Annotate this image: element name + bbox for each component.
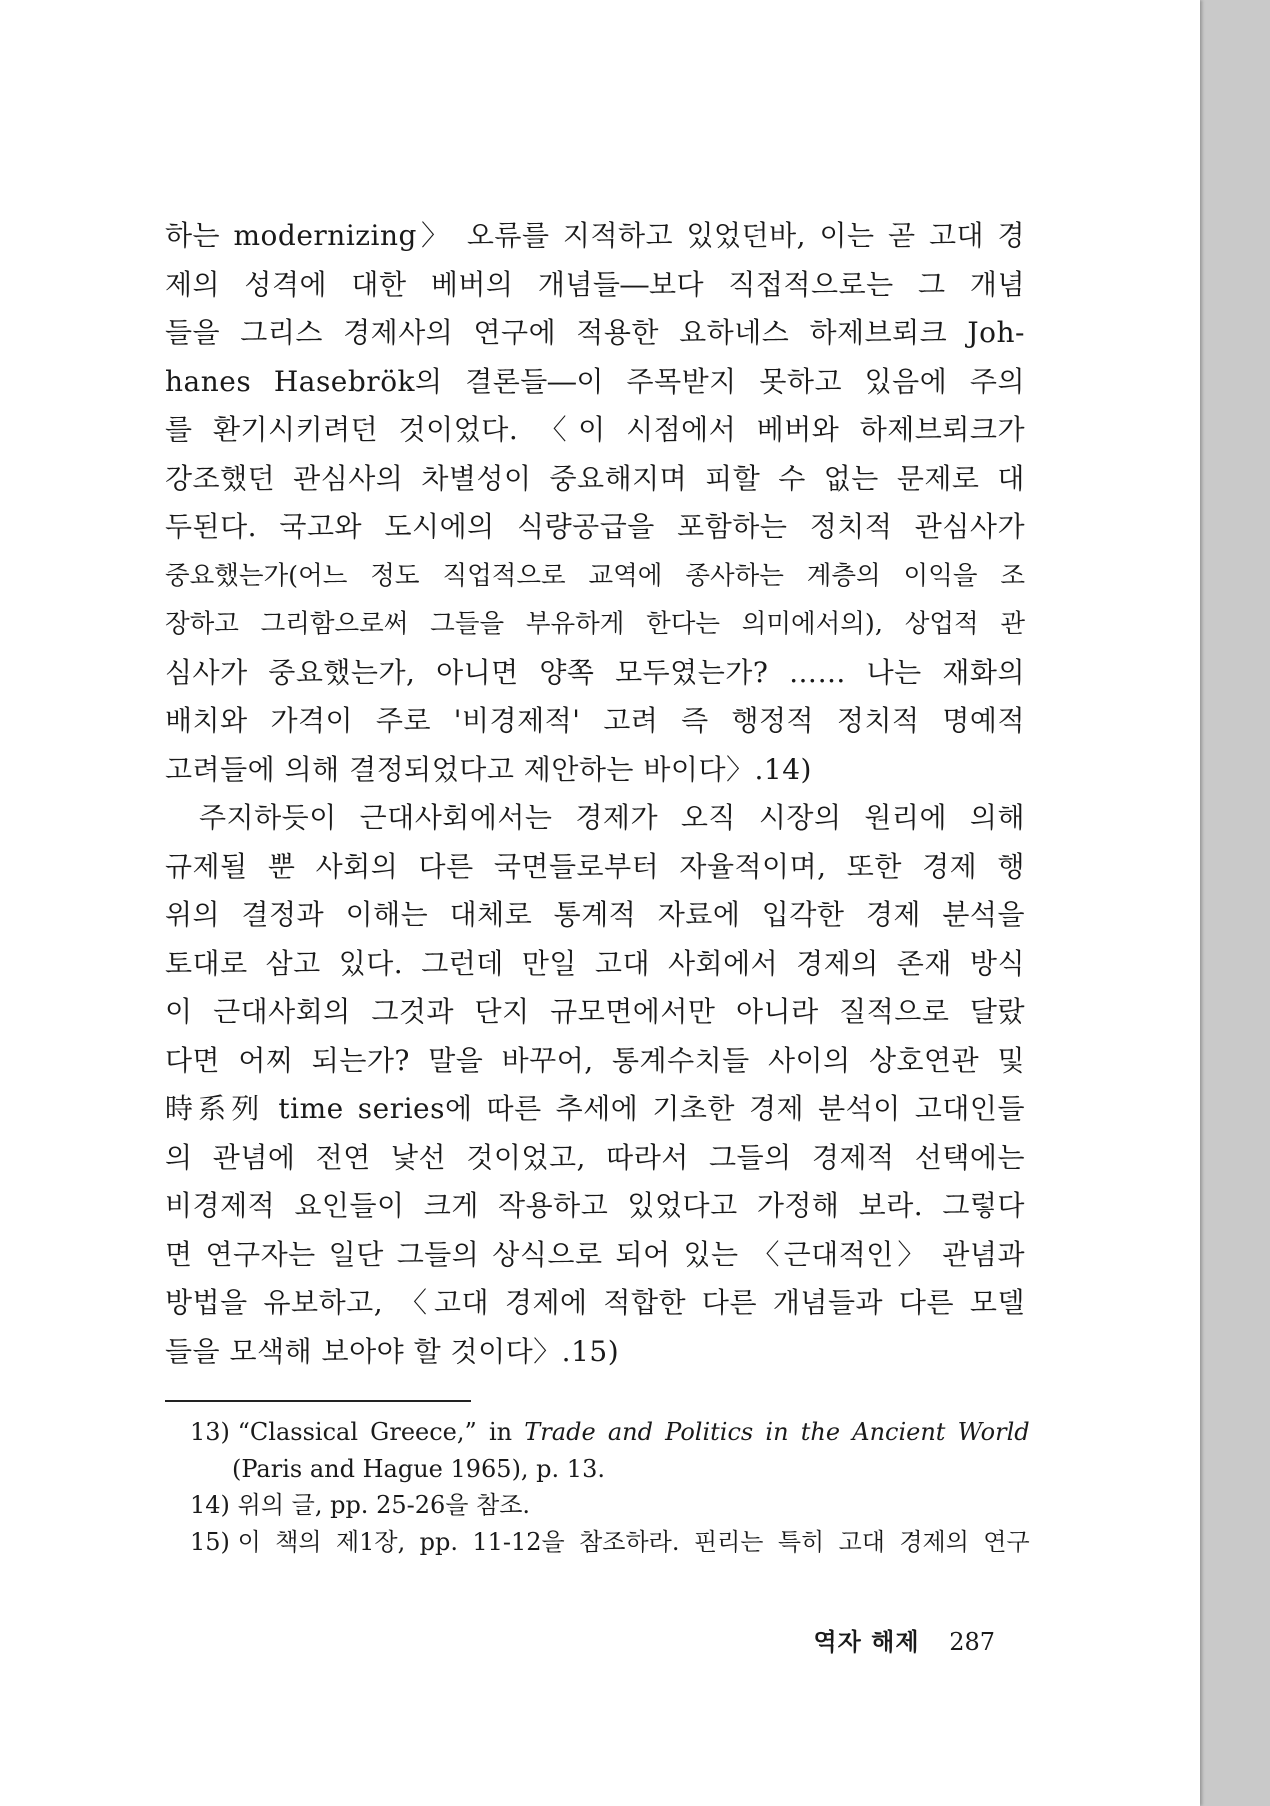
footnote-13-continuation: (Paris and Hague 1965), p. 13. <box>232 1454 605 1483</box>
footnote-book-title: Trade and Politics in the Ancient World <box>524 1418 1030 1446</box>
body-line: 토대로 삼고 있다. 그런데 만일 고대 사회에서 경제의 존재 방식 <box>165 946 1025 980</box>
body-line: 時系列 time series에 따른 추세에 기초한 경제 분석이 고대인들 <box>165 1092 1025 1125</box>
body-line: 의 관념에 전연 낯선 것이었고, 따라서 그들의 경제적 선택에는 <box>165 1140 1025 1174</box>
body-line: 면 연구자는 일단 그들의 상식으로 되어 있는 〈근대적인〉 관념과 <box>165 1237 1025 1271</box>
body-line: 를 환기시키려던 것이었다. 〈이 시점에서 베버와 하제브뢰크가 <box>165 413 1025 446</box>
body-line: 주지하듯이 근대사회에서는 경제가 오직 시장의 원리에 의해 <box>199 801 1025 834</box>
body-line: 제의 성격에 대한 베버의 개념들―보다 직접적으로는 그 개념 <box>165 267 1025 301</box>
footnote-text <box>238 1414 1030 1451</box>
page-footer <box>813 1622 995 1657</box>
body-line: 방법을 유보하고, 〈고대 경제에 적합한 다른 개념들과 다른 모델 <box>165 1286 1025 1319</box>
footnote-text: 위의 글, pp. 25-26을 참조. <box>237 1491 531 1519</box>
body-line: 고려들에 의해 결정되었다고 제안하는 바이다〉.14) <box>165 752 812 786</box>
body-line: 장하고 그리함으로써 그들을 부유하게 한다는 의미에서의), 상업적 관 <box>165 609 1025 639</box>
footnote-number: 14) <box>190 1491 230 1519</box>
running-head: 역자 해제 <box>813 1627 920 1656</box>
body-line: 다면 어찌 되는가? 말을 바꾸어, 통계수치들 사이의 상호연관 및 <box>165 1043 1025 1077</box>
body-line: hanes Hasebrök의 결론들―이 주목받지 못하고 있음에 주의 <box>165 364 1025 398</box>
body-line: 이 근대사회의 그것과 단지 규모면에서만 아니라 질적으로 달랐 <box>165 995 1025 1028</box>
footnote-13 <box>190 1414 1030 1451</box>
footnotes <box>190 1414 1030 1560</box>
footnote-14 <box>190 1487 1025 1524</box>
body-line: 위의 결정과 이해는 대체로 통계적 자료에 입각한 경제 분석을 <box>165 898 1025 931</box>
body-line: 강조했던 관심사의 차별성이 중요해지며 피할 수 없는 문제로 대 <box>165 461 1025 495</box>
body-line: 두된다. 국고와 도시에의 식량공급을 포함하는 정치적 관심사가 <box>165 510 1025 543</box>
body-line: 비경제적 요인들이 크게 작용하고 있었다고 가정해 보라. 그렇다 <box>165 1189 1025 1222</box>
body-line: 하는 modernizing〉 오류를 지적하고 있었던바, 이는 곧 고대 경 <box>165 219 1025 252</box>
body-line: 심사가 중요했는가, 아니면 양쪽 모두였는가? …… 나는 재화의 <box>165 655 1025 689</box>
body-line: 규제될 뿐 사회의 다른 국면들로부터 자율적이며, 또한 경제 행 <box>165 849 1025 883</box>
body-line: 들을 모색해 보아야 할 것이다〉.15) <box>165 1334 620 1368</box>
footnote-number: 15) <box>190 1527 230 1556</box>
body-line: 중요했는가(어느 정도 직업적으로 교역에 종사하는 계층의 이익을 조 <box>165 560 1025 591</box>
body-text <box>165 212 1025 1376</box>
footnote-number: 13) <box>190 1418 230 1446</box>
footnote-citation: “Classical Greece,” in <box>237 1418 525 1446</box>
footnote-15 <box>190 1524 1030 1561</box>
page-number: 287 <box>949 1628 995 1656</box>
footnote-text: 이 책의 제1장, pp. 11-12을 참조하라. 핀리는 특히 고대 경제의 연구 <box>237 1527 1030 1556</box>
footnote-divider <box>165 1400 471 1402</box>
body-line: 들을 그리스 경제사의 연구에 적용한 요하네스 하제브뢰크 Joh- <box>165 316 1025 349</box>
body-line: 배치와 가격이 주로 '비경제적' 고려 즉 행정적 정치적 명예적 <box>165 704 1025 737</box>
